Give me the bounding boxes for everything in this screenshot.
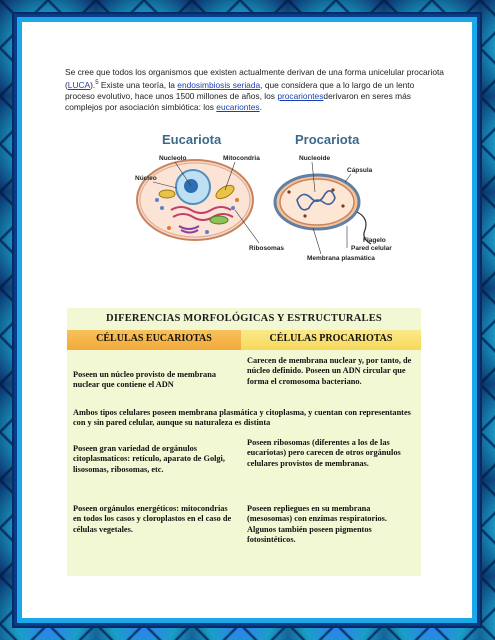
label-nucleo: Núcleo [135, 175, 157, 182]
label-ribosomas: Ribosomas [249, 245, 285, 252]
intro-text: Se cree que todos los organismos que existen actualmente derivan de una forma unicelular procariota ( [65, 67, 444, 90]
label-pared-celular: Pared celular [351, 245, 392, 252]
intro-text: Existe una teoría, la [98, 80, 178, 90]
differences-table [67, 308, 421, 576]
link-luca[interactable]: LUCA [67, 80, 91, 90]
link-procariontes[interactable]: procariontes [277, 91, 324, 102]
footnote-ref[interactable]: 5 [95, 80, 99, 87]
row3-eucariota: Poseen orgánulos energéticos: mitocondrias en todos los casos y cloroplastos en el caso de células vegetales. [73, 504, 232, 534]
link-endosimbiosis[interactable]: endosimbiosis seriada [177, 80, 261, 90]
header-eucariotas [67, 330, 241, 350]
row2-eucariota: Poseen gran variedad de orgánulos citoplasmaticos: retículo, aparato de Golgi, lisosomas, ribosomas, etc. [73, 444, 225, 474]
header-eucariotas-label: CÉLULAS EUCARIOTAS [96, 333, 212, 344]
intro-text: . [259, 102, 262, 113]
label-membrana-plasmatica: Membrana plasmática [307, 255, 375, 262]
intro-text: , que considera que a lo largo de un lento proceso evolutivo, hace unos 1500 millones de años, los [65, 80, 415, 102]
title-eucariota: Eucariota [162, 132, 222, 147]
row2-procariota: Poseen ribosomas (diferentes a los de las eucariotas) pero carecen de otros orgánulos celulares provistos de membranas. [247, 438, 401, 468]
intro-paragraph [65, 67, 445, 114]
header-procariotas-label: CÉLULAS PROCARIOTAS [269, 333, 393, 344]
row1-eucariota: Poseen un núcleo provisto de membrana nuclear que contiene el ADN [73, 370, 216, 390]
page-border-frame [14, 14, 480, 626]
row1-procariota: Carecen de membrana nuclear y, por tanto, de núcleo definido. Poseen un ADN circular que forma el cromosoma bacteriano. [247, 356, 412, 386]
table-title: DIFERENCIAS MORFOLÓGICAS Y ESTRUCTURALES [106, 313, 382, 324]
header-procariotas [241, 330, 421, 350]
label-mitocondria: Mitocondria [223, 155, 260, 162]
label-capsula: Cápsula [347, 167, 373, 174]
label-nucleoide: Nucleoide [299, 155, 331, 162]
intro-text: ). [90, 80, 96, 90]
title-procariota: Procariota [295, 132, 360, 147]
row3-procariota: Poseen repliegues en su membrana (mesosomas) con enzimas respiratorios. Algunos también poseen pigmentos fotosintéticos. [247, 504, 387, 545]
label-flagelo: Flagelo [363, 237, 386, 244]
eukaryote-cell [137, 160, 253, 240]
cell-comparison-diagram [107, 130, 407, 272]
prokaryote-cell [275, 175, 371, 244]
intro-text: derivaron en seres más complejos por asociación simbiótica: los [65, 91, 411, 113]
label-nucleolo: Nucleolo [159, 155, 187, 162]
shared-row: Ambos tipos celulares poseen membrana plasmática y citoplasma, y cuentan con representantes con y sin pared celular, aunque su naturaleza es distinta [73, 408, 411, 428]
link-eucariontes[interactable]: eucariontes [216, 102, 260, 113]
document-page [22, 22, 472, 618]
